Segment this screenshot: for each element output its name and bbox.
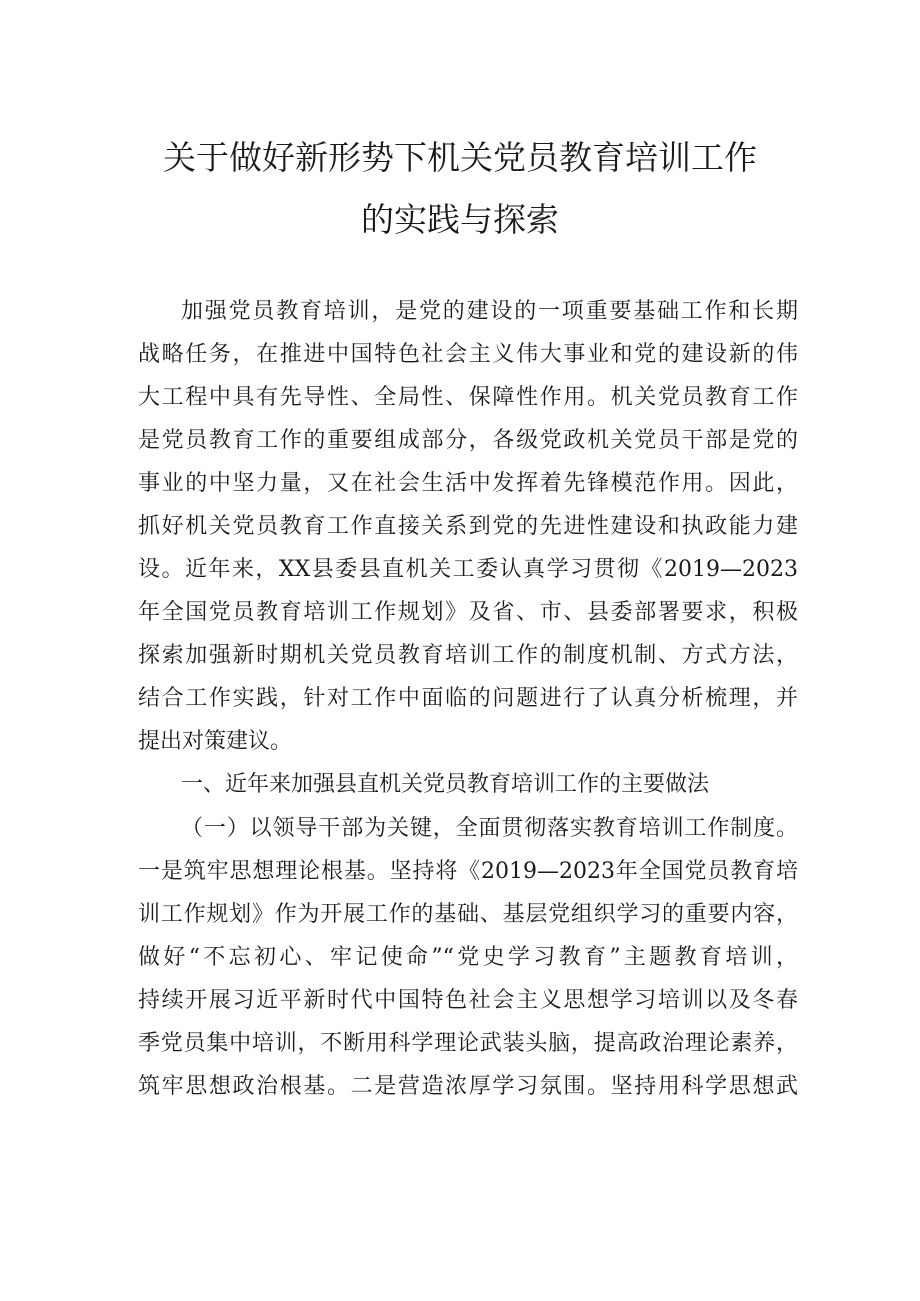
paragraph-line: （一）以领导干部为关键，全面贯彻落实教育培训工作制度。: [181, 816, 798, 841]
document-title-line-2: 的实践与探索: [361, 200, 559, 239]
paragraph-line: 结合工作实践，针对工作中面临的问题进行了认真分析梳理，并: [138, 686, 798, 711]
paragraph-line: 大工程中具有先导性、全局性、保障性作用。机关党员教育工作: [138, 385, 798, 410]
paragraph-line: 筑牢思想政治根基。二是营造浓厚学习氛围。坚持用科学思想武: [138, 1074, 798, 1099]
paragraph-line: 事业的中坚力量，又在社会生活中发挥着先锋模范作用。因此，: [138, 471, 798, 496]
paragraph-line: 探索加强新时期机关党员教育培训工作的制度机制、方式方法，: [138, 643, 798, 668]
paragraph-line: 设。近年来，XX县委县直机关工委认真学习贯彻《2019—2023: [138, 557, 798, 582]
paragraph-line: 提出对策建议。: [138, 729, 293, 754]
paragraph-line: 抓好机关党员教育工作直接关系到党的先进性建设和执政能力建: [138, 514, 798, 539]
paragraph-line: 做好“不忘初心、牢记使命”“党史学习教育”主题教育培训，: [138, 945, 798, 970]
paragraph-line: 是党员教育工作的重要组成部分，各级党政机关党员干部是党的: [138, 428, 798, 453]
paragraph-line: 季党员集中培训，不断用科学理论武装头脑，提高政治理论素养，: [138, 1031, 798, 1056]
paragraph-line: 训工作规划》作为开展工作的基础、基层党组织学习的重要内容，: [138, 902, 798, 927]
section-heading: 一、近年来加强县直机关党员教育培训工作的主要做法: [181, 772, 710, 797]
paragraph-line: 一是筑牢思想理论根基。坚持将《2019—2023年全国党员教育培: [138, 859, 798, 884]
paragraph-line: 战略任务，在推进中国特色社会主义伟大事业和党的建设新的伟: [138, 342, 798, 367]
paragraph-line: 加强党员教育培训，是党的建设的一项重要基础工作和长期: [181, 299, 798, 324]
paragraph-line: 持续开展习近平新时代中国特色社会主义思想学习培训以及冬春: [138, 988, 798, 1013]
document-title-line-1: 关于做好新形势下机关党员教育培训工作: [163, 138, 757, 177]
paragraph-line: 年全国党员教育培训工作规划》及省、市、县委部署要求，积极: [138, 600, 798, 625]
